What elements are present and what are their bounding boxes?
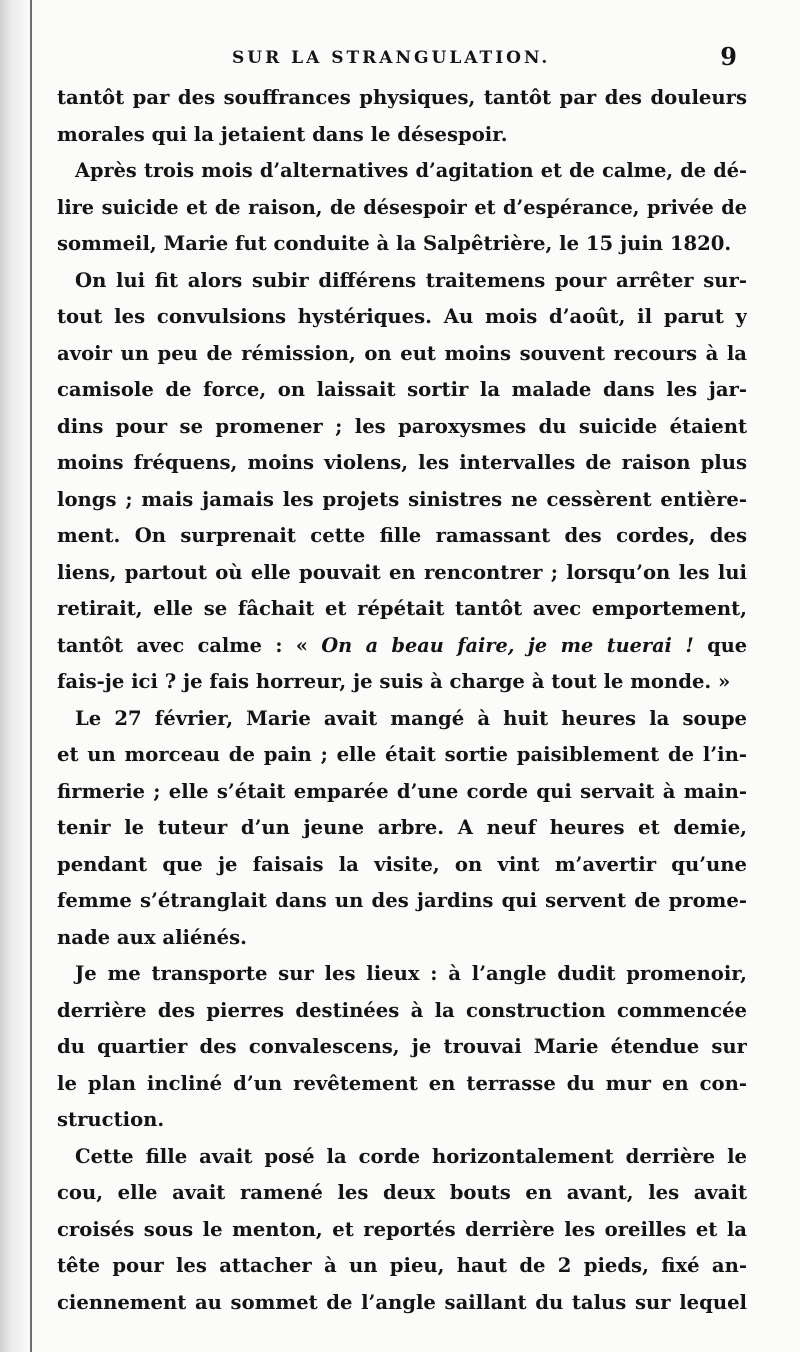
text-line: fais-je ici ? je fais horreur, je suis à charge à tout le monde. »: [57, 670, 731, 693]
text-line: cou, elle avait ramené les deux bouts en avant, les avait: [57, 1181, 747, 1204]
text-line: retirait, elle se fâchait et répétait tantôt avec emportement,: [57, 597, 747, 620]
text-line: moins fréquens, moins violens, les intervalles de raison plus: [57, 451, 747, 474]
text-line: pendant que je faisais la visite, on vint m’avertir qu’une: [57, 852, 747, 876]
text-line: Je me transporte sur les lieux : à l’angle dudit promenoir,: [75, 962, 747, 985]
text-segment: que: [693, 633, 747, 657]
quoted-italic-text: On a beau faire, je me tuerai !: [321, 633, 694, 657]
page-number: 9: [720, 42, 737, 71]
text-line: Cette fille avait posé la corde horizontalement derrière le: [75, 1144, 747, 1168]
text-line: tenir le tuteur d’un jeune arbre. A neuf heures et demie,: [57, 816, 747, 839]
text-line: ciennement au sommet de l’angle saillant du talus sur lequel: [57, 1290, 747, 1314]
text-line: croisés sous le menton, et reportés derrière les oreilles et la: [57, 1217, 747, 1241]
text-line: avoir un peu de rémission, on eut moins souvent recours à la: [57, 341, 747, 365]
text-line: struction.: [57, 1108, 165, 1131]
text-line: du quartier des convalescens, je trouvai Marie étendue sur: [57, 1035, 747, 1058]
text-line: [57, 628, 747, 665]
book-gutter-shadow: [0, 0, 30, 1352]
text-line: Après trois mois d’alternatives d’agitation et de calme, de dé-: [75, 159, 747, 182]
text-line: ment. On surprenait cette fille ramassant des cordes, des: [57, 524, 747, 547]
text-line: Le 27 février, Marie avait mangé à huit heures la soupe: [75, 706, 747, 730]
text-line: et un morceau de pain ; elle était sortie paisiblement de l’in-: [57, 743, 747, 766]
text-line: femme s’étranglait dans un des jardins qui servent de prome-: [57, 889, 747, 912]
text-line: le plan incliné d’un revêtement en terrasse du mur en con-: [57, 1071, 747, 1095]
text-line: sommeil, Marie fut conduite à la Salpêtrière, le 15 juin 1820.: [57, 232, 732, 255]
text-line: morales qui la jetaient dans le désespoir.: [57, 122, 508, 146]
body-text: [57, 80, 747, 1321]
text-line: dins pour se promener ; les paroxysmes du suicide étaient: [57, 414, 747, 438]
text-segment: tantôt avec calme : «: [57, 633, 322, 657]
text-line: firmerie ; elle s’était emparée d’une corde qui servait à main-: [57, 779, 747, 803]
text-line: liens, partout où elle pouvait en rencontrer ; lorsqu’on les lui: [57, 560, 747, 584]
running-title: SUR LA STRANGULATION.: [232, 48, 551, 68]
text-line: lire suicide et de raison, de désespoir et d’espérance, privée de: [57, 195, 747, 219]
text-line: nade aux aliénés.: [57, 925, 247, 949]
text-line: camisole de force, on laissait sortir la malade dans les jar-: [57, 378, 747, 401]
page-header: [57, 40, 747, 80]
book-page: [57, 40, 747, 1321]
text-line: longs ; mais jamais les projets sinistres ne cessèrent entière-: [57, 487, 747, 511]
text-line: tantôt par des souffrances physiques, tantôt par des douleurs: [57, 86, 747, 109]
text-line: derrière des pierres destinées à la construction commencée: [57, 998, 747, 1022]
text-line: On lui fit alors subir différens traitemens pour arrêter sur-: [75, 268, 747, 292]
text-line: tête pour les attacher à un pieu, haut de 2 pieds, fixé an-: [57, 1254, 747, 1277]
text-line: tout les convulsions hystériques. Au mois d’août, il parut y: [57, 305, 747, 328]
book-gutter-edge: [30, 0, 32, 1352]
